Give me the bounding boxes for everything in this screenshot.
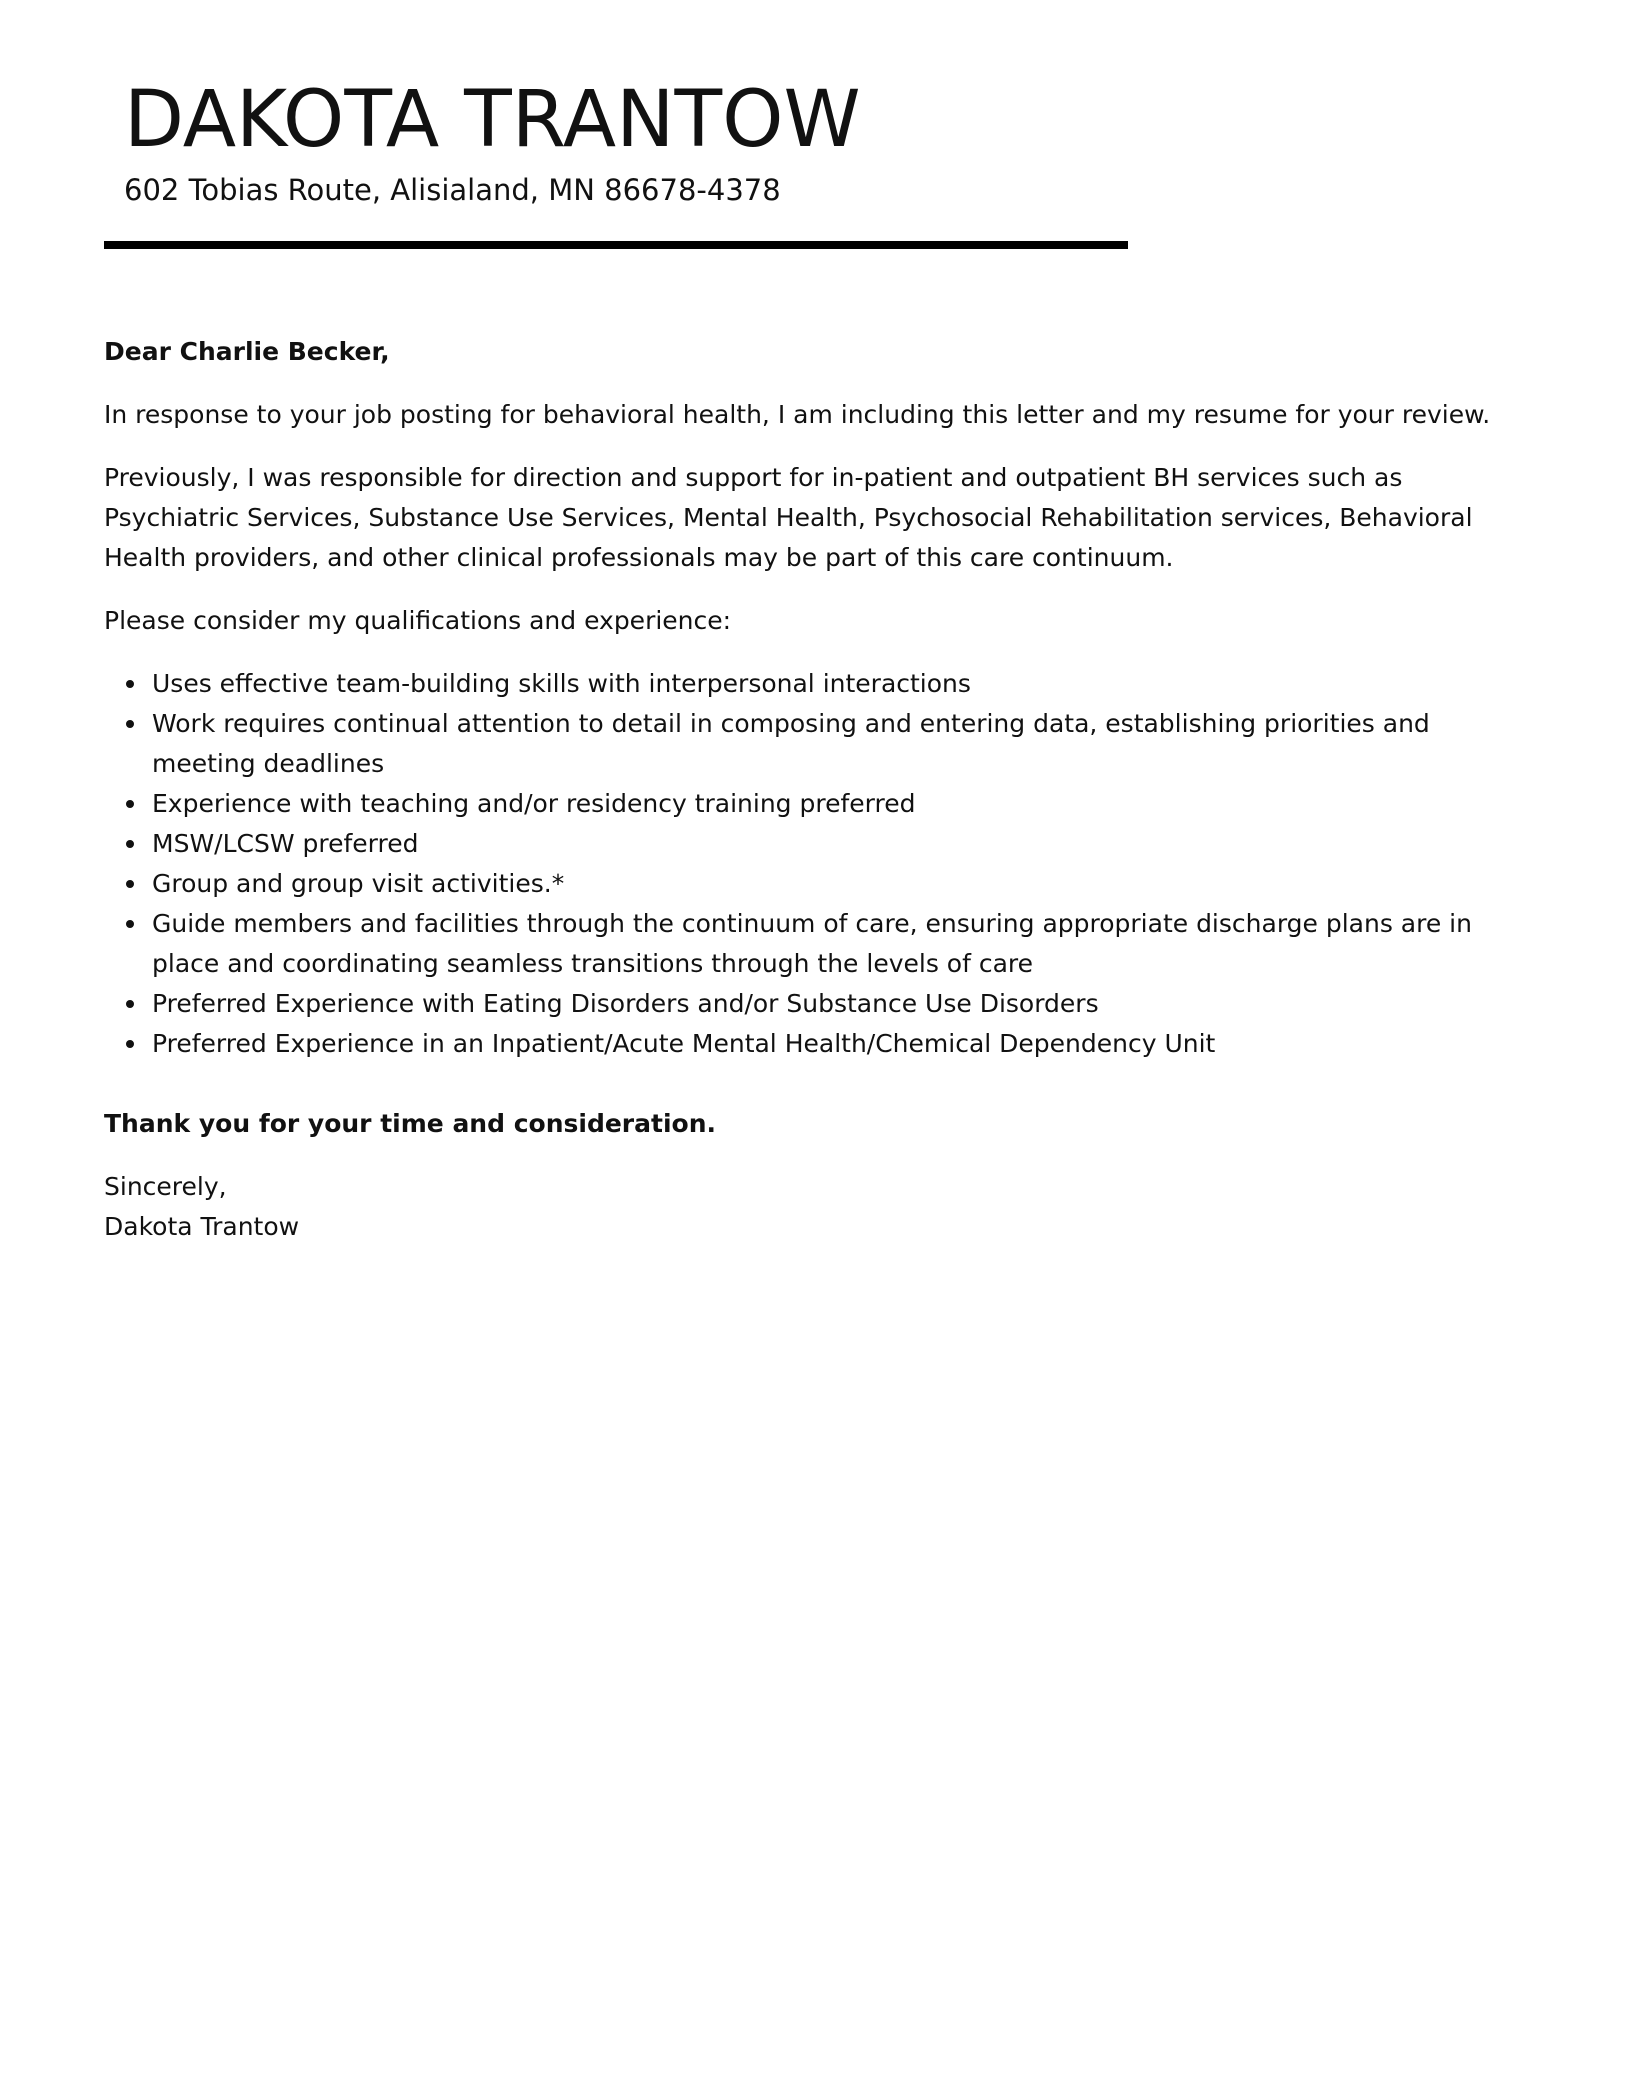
bullet-icon — [126, 720, 134, 728]
list-item — [152, 984, 1524, 1024]
bullet-icon — [126, 1000, 134, 1008]
bullet-icon — [126, 920, 134, 928]
applicant-name: DAKOTA TRANTOW — [124, 75, 861, 165]
list-item — [152, 784, 1524, 824]
bullet-icon — [126, 800, 134, 808]
list-item-text: MSW/LCSW preferred — [152, 829, 419, 858]
qualifications-intro: Please consider my qualifications and experience: — [104, 606, 732, 635]
signature-name: Dakota Trantow — [104, 1212, 300, 1241]
intro-paragraph: In response to your job posting for behavioral health, I am including this letter and my resume for your review. — [104, 400, 1491, 429]
thank-you-line: Thank you for your time and consideration. — [104, 1109, 716, 1138]
qualifications-list — [104, 664, 1524, 1064]
list-item — [152, 1024, 1524, 1064]
header-divider — [104, 241, 1128, 249]
list-item-text: Uses effective team-building skills with interpersonal interactions — [152, 669, 971, 698]
list-item — [152, 904, 1524, 984]
experience-paragraph: Previously, I was responsible for direction and support for in-patient and outpatient BH services such as Psychiatric Services, Substance Use Services, Mental Health, Psychosocial Rehabilitation services, Behavioral Health providers, and other clinical professionals may be part of this care continuum. — [104, 463, 1473, 572]
letter-body — [104, 332, 1524, 1270]
applicant-address: 602 Tobias Route, Alisialand, MN 86678-4378 — [124, 173, 781, 207]
bullet-icon — [126, 880, 134, 888]
list-item-text: Preferred Experience in an Inpatient/Acute Mental Health/Chemical Dependency Unit — [152, 1029, 1216, 1058]
bullet-icon — [126, 840, 134, 848]
list-item — [152, 824, 1524, 864]
list-item-text: Work requires continual attention to detail in composing and entering data, establishing priorities and meeting deadlines — [152, 709, 1430, 778]
salutation: Dear Charlie Becker, — [104, 337, 390, 366]
list-item — [152, 704, 1524, 784]
list-item — [152, 664, 1524, 704]
list-item — [152, 864, 1524, 904]
list-item-text: Preferred Experience with Eating Disorders and/or Substance Use Disorders — [152, 989, 1099, 1018]
list-item-text: Experience with teaching and/or residency training preferred — [152, 789, 916, 818]
list-item-text: Group and group visit activities.* — [152, 869, 565, 898]
list-item-text: Guide members and facilities through the continuum of care, ensuring appropriate discharge plans are in place and coordinating seamless transitions through the levels of care — [152, 909, 1472, 978]
closing-word: Sincerely, — [104, 1172, 227, 1201]
signoff — [104, 1167, 1524, 1247]
bullet-icon — [126, 680, 134, 688]
bullet-icon — [126, 1040, 134, 1048]
